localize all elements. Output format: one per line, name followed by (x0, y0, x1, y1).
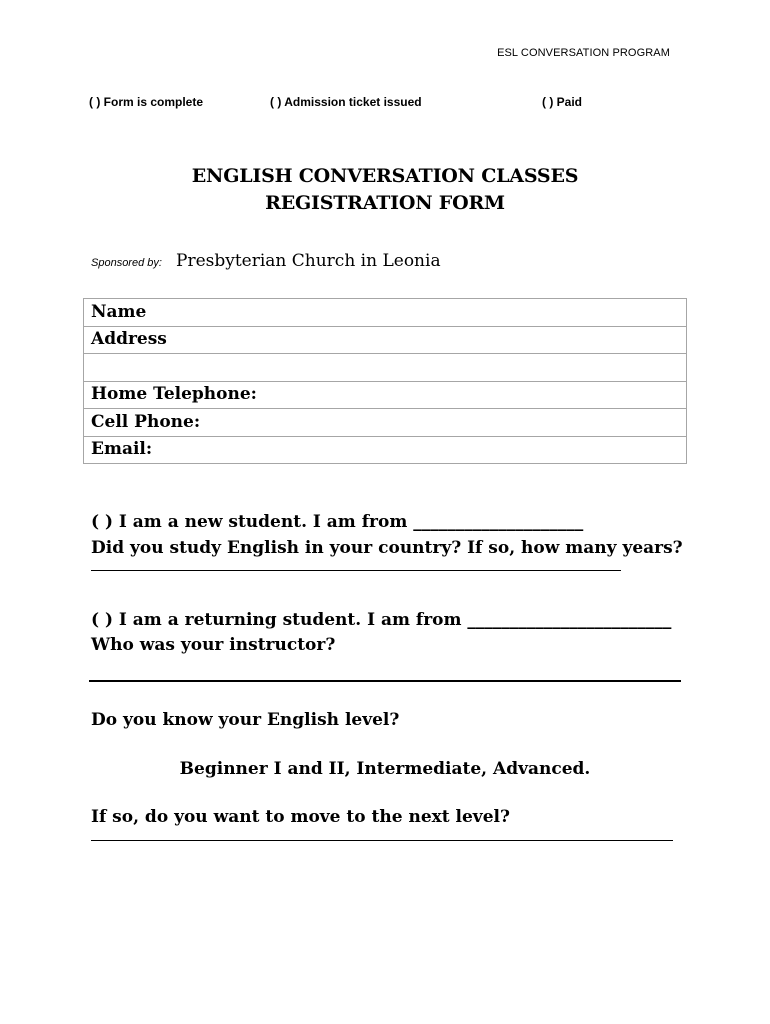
returning-student-statement[interactable]: ( ) I am a returning student. I am from ________________________ (91, 610, 672, 630)
address-field[interactable]: Address (84, 326, 687, 354)
address-line2-field[interactable] (84, 354, 687, 382)
instructor-question: Who was your instructor? (91, 635, 336, 655)
english-level-question: Do you know your English level? (91, 710, 400, 730)
cell-phone-field[interactable]: Cell Phone: (84, 409, 687, 437)
name-field[interactable]: Name (84, 299, 687, 327)
sponsor-label: Sponsored by: (91, 257, 162, 269)
study-years-answer-line[interactable] (91, 570, 621, 571)
form-title-line2: REGISTRATION FORM (265, 192, 505, 214)
sponsor-name: Presbyterian Church in Leonia (176, 251, 441, 271)
paid-checkbox[interactable]: ( ) Paid (542, 95, 583, 109)
program-label: ESL CONVERSATION PROGRAM (497, 47, 670, 59)
level-options: Beginner I and II, Intermediate, Advanced. (179, 759, 591, 779)
home-telephone-field[interactable]: Home Telephone: (84, 381, 687, 409)
study-years-question: Did you study English in your country? If so, how many years? (91, 538, 683, 558)
new-student-statement[interactable]: ( ) I am a new student. I am from ____________________ (91, 512, 584, 532)
next-level-question: If so, do you want to move to the next level? (91, 807, 510, 827)
instructor-answer-line[interactable] (89, 680, 681, 682)
email-field[interactable]: Email: (84, 436, 687, 464)
next-level-answer-line[interactable] (91, 840, 673, 841)
form-title-line1: ENGLISH CONVERSATION CLASSES (191, 165, 579, 187)
form-complete-checkbox[interactable]: ( ) Form is complete (89, 95, 204, 109)
ticket-issued-checkbox[interactable]: ( ) Admission ticket issued (270, 95, 422, 109)
personal-info-table (83, 298, 687, 464)
